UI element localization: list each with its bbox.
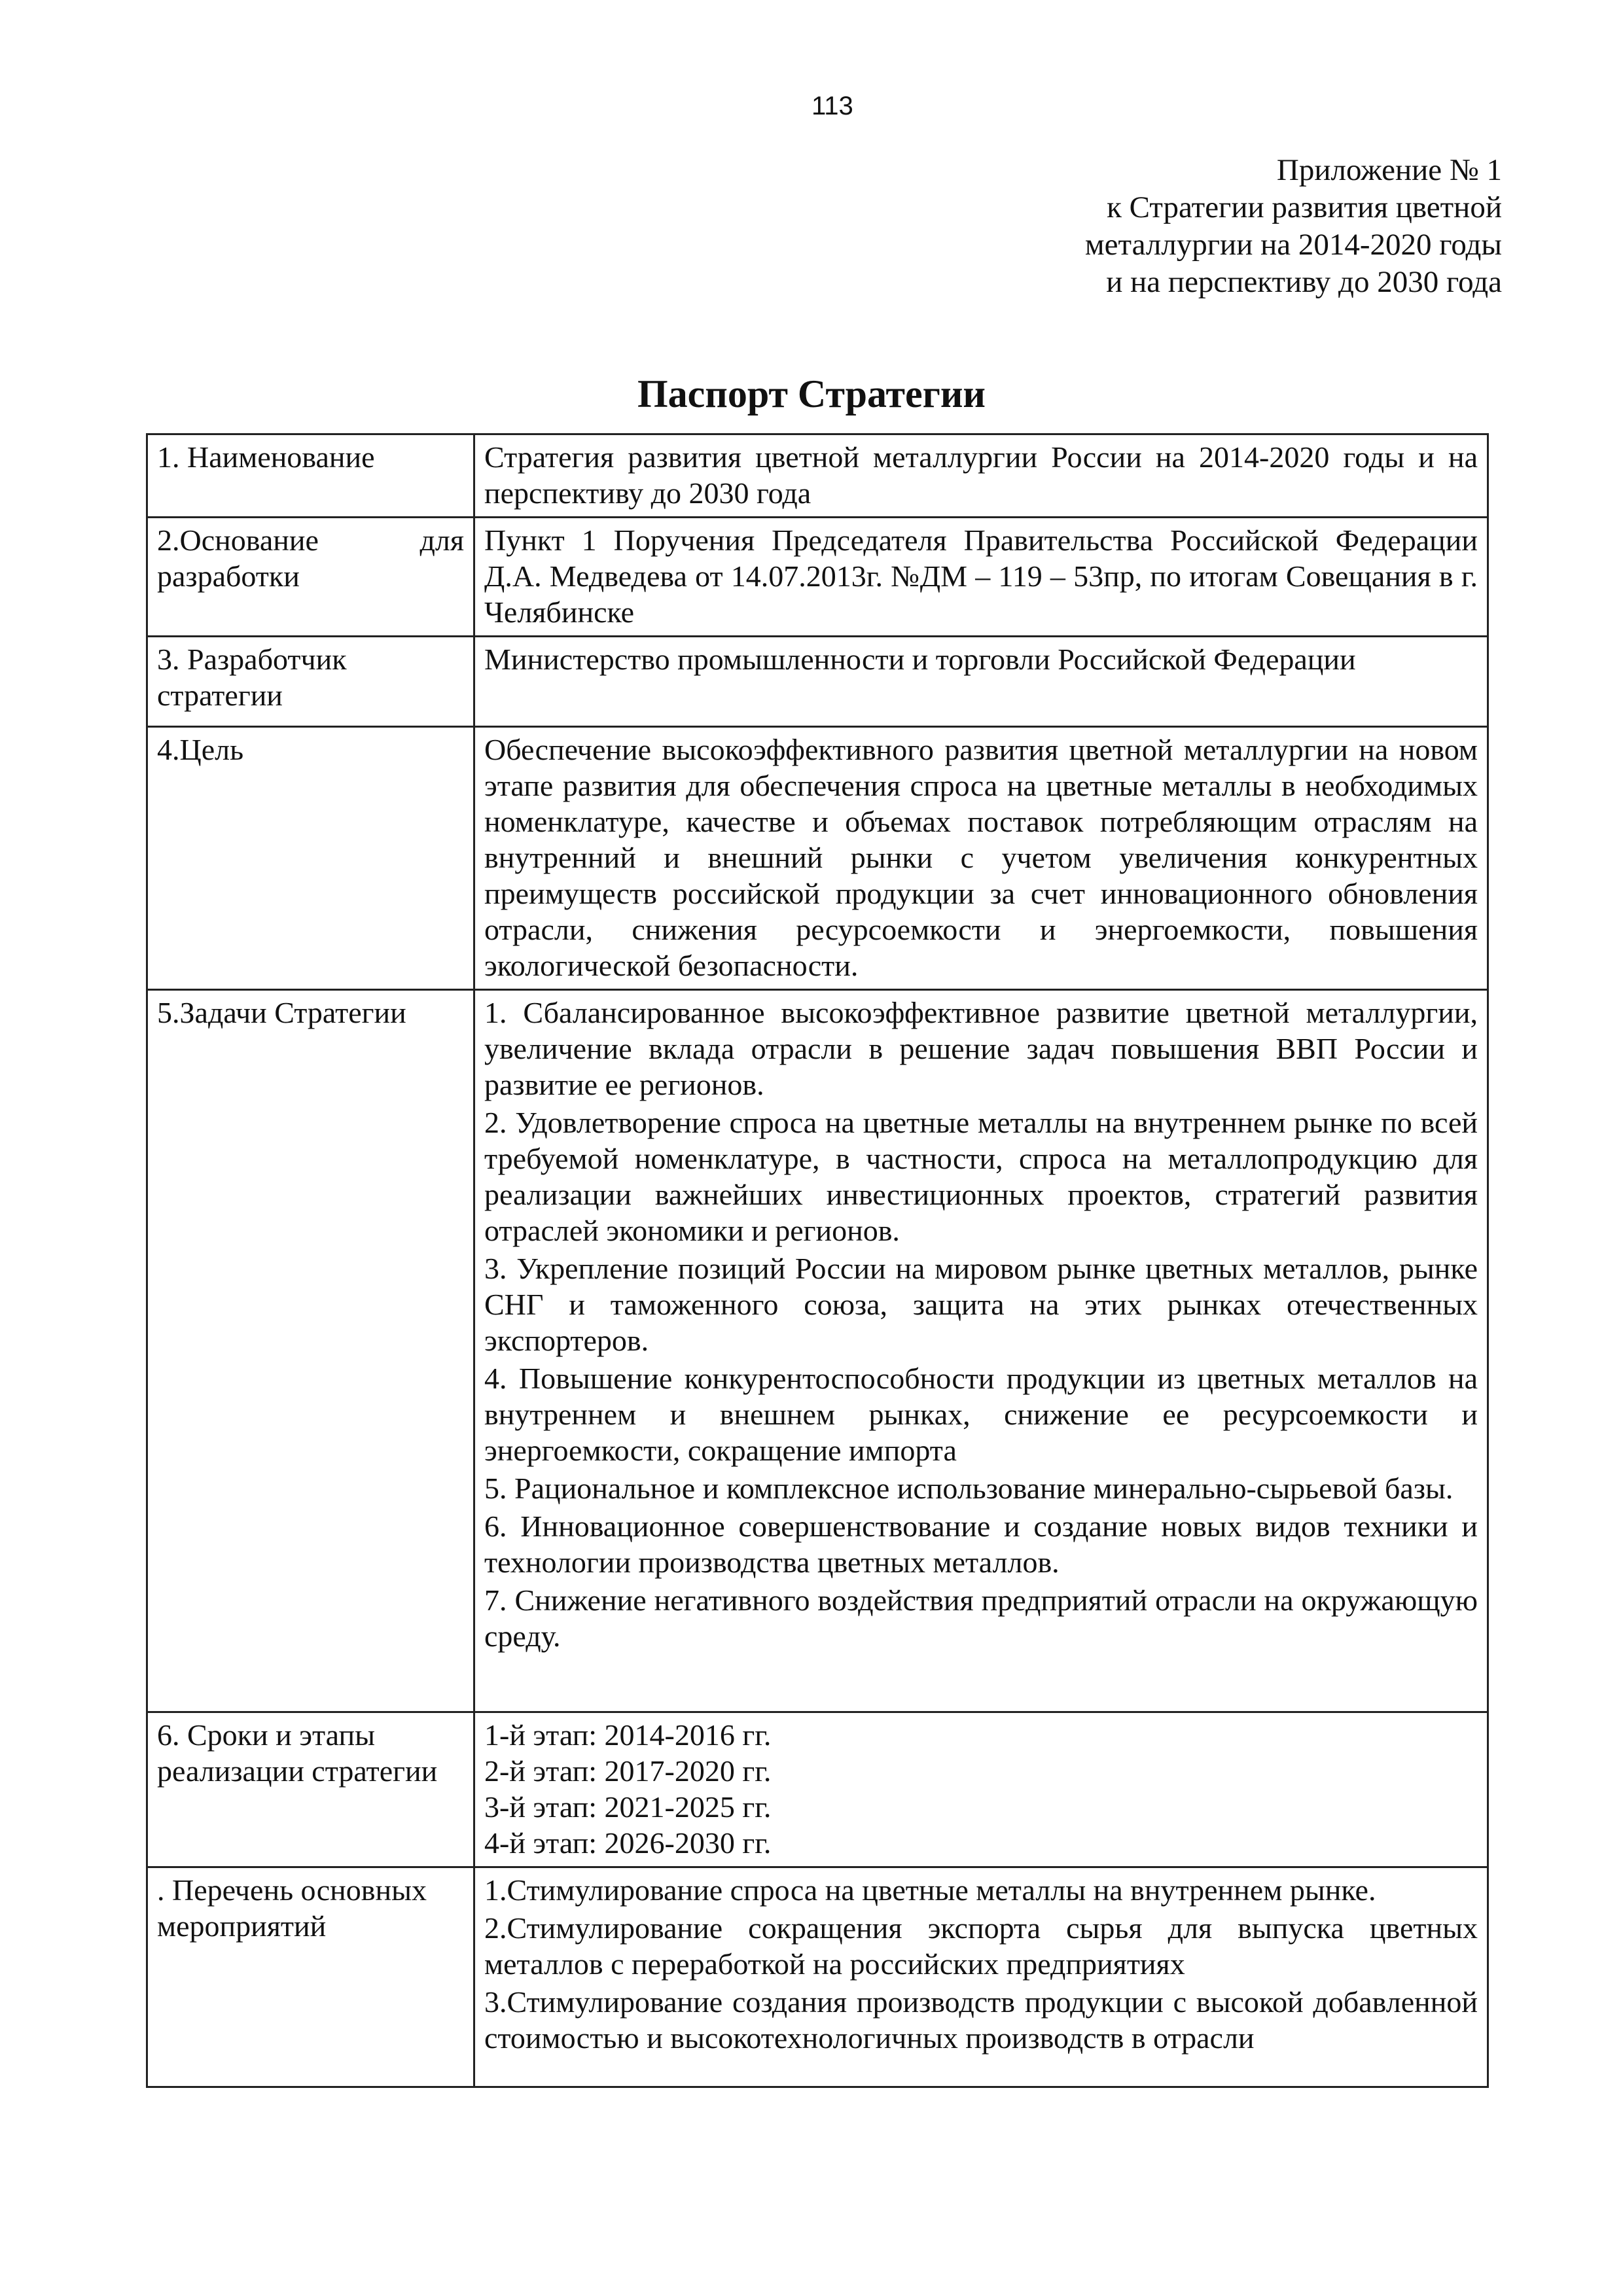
row-label: 5.Задачи Стратегии <box>147 990 474 1712</box>
appendix-line: Приложение № 1 <box>1276 153 1502 187</box>
task-item: 7. Снижение негативного воздействия предприятий отрасли на окружающую среду. <box>484 1583 1478 1653</box>
appendix-line: к Стратегии развития цветной <box>1107 190 1502 224</box>
stage-item: 3-й этап: 2021-2025 гг. <box>484 1790 772 1824</box>
stage-item: 1-й этап: 2014-2016 гг. <box>484 1718 772 1752</box>
row-value: Пункт 1 Поручения Председателя Правительства Российской Федерации Д.А. Медведева от 14.07.2013г. №ДМ – 119 – 53пр, по итогам Совещания в г. Челябинске <box>474 518 1488 637</box>
appendix-header <box>1085 152 1502 301</box>
task-item: 5. Рациональное и комплексное использование минерально-сырьевой базы. <box>484 1472 1454 1505</box>
row-value: Стратегия развития цветной металлургии России на 2014-2020 годы и на перспективу до 2030 года <box>474 434 1488 518</box>
measure-item: 2.Стимулирование сокращения экспорта сырья для выпуска цветных металлов с переработкой на российских предприятиях <box>484 1911 1478 1981</box>
document-title: Паспорт Стратегии <box>637 372 986 415</box>
row-label: . Перечень основных мероприятий <box>147 1867 474 2087</box>
row-label: 2.Основание для разработки <box>147 518 474 637</box>
table-row-name <box>147 434 1488 518</box>
stage-item: 4-й этап: 2026-2030 гг. <box>484 1826 772 1860</box>
row-value <box>474 990 1488 1712</box>
task-item: 3. Укрепление позиций России на мировом рынке цветных металлов, рынке СНГ и таможенного союза, защита на этих рынках отечественных экспортеров. <box>484 1252 1478 1357</box>
table-row-developer <box>147 637 1488 727</box>
row-value: Обеспечение высокоэффективного развития цветной металлургии на новом этапе развития для обеспечения спроса на цветные металлы в необходимых номенклатуре, качестве и объемах поставок потребляющим отраслям на внутренний и внешний рынки с учетом увеличения конкурентных преимуществ российской продукции за счет инновационного обновления отрасли, снижения ресурсоемкости и энергоемкости, повышения экологической безопасности. <box>474 727 1488 990</box>
appendix-line: и на перспективу до 2030 года <box>1106 265 1502 299</box>
appendix-line: металлургии на 2014-2020 годы <box>1084 228 1502 262</box>
measure-item: 1.Стимулирование спроса на цветные металлы на внутреннем рынке. <box>484 1873 1376 1907</box>
table-row-goal <box>147 727 1488 990</box>
row-label: 6. Сроки и этапы реализации стратегии <box>147 1712 474 1867</box>
task-item: 2. Удовлетворение спроса на цветные металлы на внутреннем рынке по всей требуемой номенклатуре, в частности, спроса на металлопродукцию для реализации важнейших инвестиционных проектов, стратегий развития отраслей экономики и регионов. <box>484 1106 1478 1247</box>
table-row-measures <box>147 1867 1488 2087</box>
table-row-stages <box>147 1712 1488 1867</box>
task-item: 4. Повышение конкурентоспособности продукции из цветных металлов на внутреннем и внешнем рынках, снижение ее ресурсоемкости и энергоемкости, сокращение импорта <box>484 1362 1478 1467</box>
table-row-basis <box>147 518 1488 637</box>
row-label: 3. Разработчик стратегии <box>147 637 474 727</box>
task-item: 1. Сбалансированное высокоэффективное развитие цветной металлургии, увеличение вклада отрасли в решение задач повышения ВВП России и развитие ее регионов. <box>484 996 1478 1101</box>
task-item: 6. Инновационное совершенствование и создание новых видов техники и технологии производства цветных металлов. <box>484 1510 1478 1579</box>
row-value <box>474 1867 1488 2087</box>
row-label: 4.Цель <box>147 727 474 990</box>
stage-item: 2-й этап: 2017-2020 гг. <box>484 1754 772 1788</box>
measure-item: 3.Стимулирование создания производств продукции с высокой добавленной стоимостью и высокотехнологичных производств в отрасли <box>484 1985 1478 2055</box>
row-value: Министерство промышленности и торговли Российской Федерации <box>474 637 1488 727</box>
passport-table <box>146 433 1489 2088</box>
page-number: 113 <box>812 92 853 120</box>
table-row-tasks <box>147 990 1488 1712</box>
row-value <box>474 1712 1488 1867</box>
row-label: 1. Наименование <box>147 434 474 518</box>
